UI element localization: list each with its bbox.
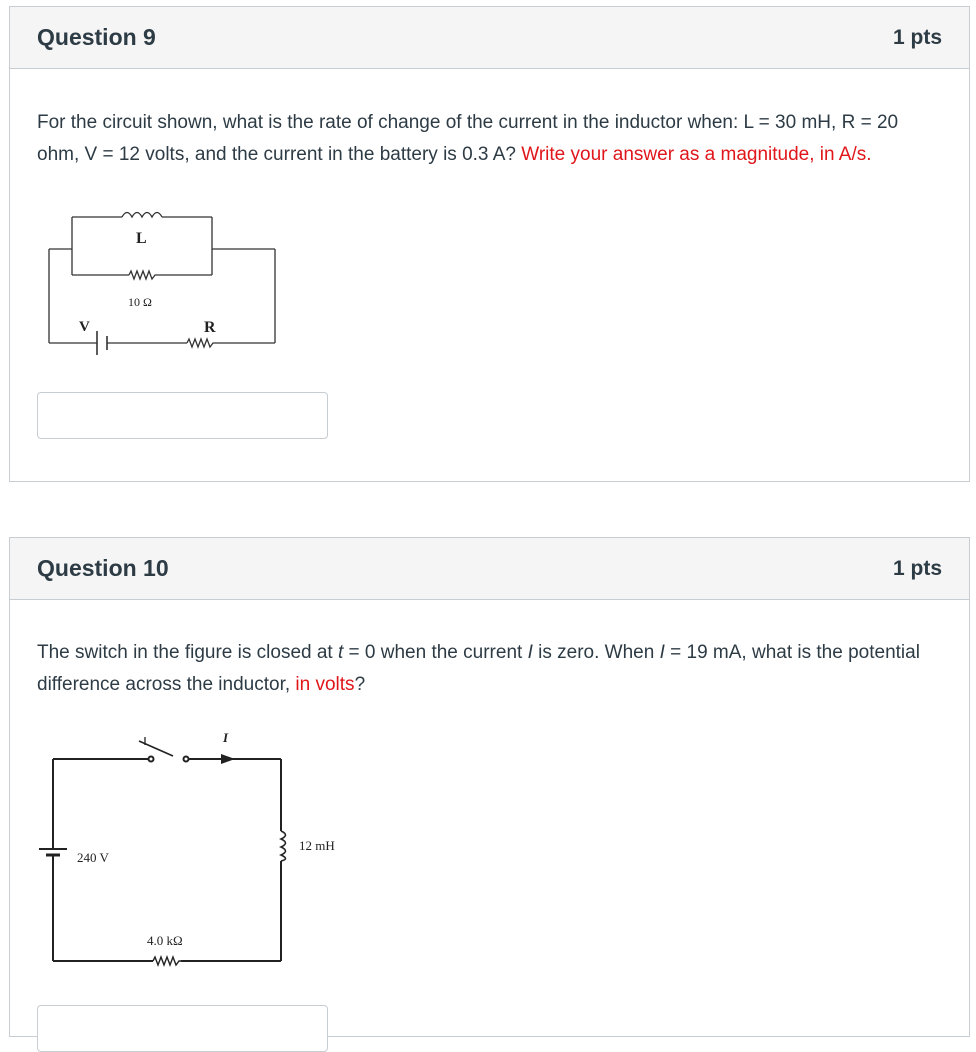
switch-lever — [139, 741, 173, 756]
current-arrow — [221, 754, 235, 764]
question-10-points: 1 pts — [892, 557, 942, 580]
question-10-text-end: ? — [354, 673, 366, 695]
question-9-answer-input[interactable] — [37, 392, 328, 439]
question-10-var-t: t — [337, 642, 344, 663]
question-10-text-highlight: in volts — [295, 673, 355, 695]
current-label: I — [223, 730, 229, 745]
question-10-var-i1: I — [527, 642, 533, 663]
battery-label: V — [79, 319, 90, 335]
resistor-r-label: R — [204, 319, 216, 336]
question-10-text — [37, 637, 942, 700]
resistor-r — [187, 339, 215, 347]
question-10-text-part3: is zero. When — [532, 642, 660, 663]
question-9-header — [10, 7, 969, 69]
inductor-label: L — [136, 230, 147, 247]
question-9-title: Question 9 — [37, 24, 156, 50]
question-10-answer-input[interactable] — [37, 1005, 328, 1052]
question-10-text-part4: = 19 mA, what is the potential difference across the inductor, — [37, 642, 920, 695]
question-9-text-main: For the circuit shown, what is the rate of change of the current in the inductor when: L = 30 mH, R = 20 ohm, V = 12 volts, and the current in the battery is 0.3 A? — [37, 112, 899, 165]
switch-pivot — [149, 757, 154, 762]
question-9-circuit-figure — [37, 203, 287, 363]
question-10-var-i2: I — [659, 642, 665, 663]
question-9-points: 1 pts — [892, 26, 942, 49]
question-10-text-part1: The switch in the figure is closed at — [37, 642, 338, 663]
resistor-4k — [153, 957, 181, 965]
question-9-text-highlight: Write your answer as a magnitude, in A/s. — [521, 143, 872, 165]
inductor-coil — [281, 831, 286, 861]
resistor-label: 4.0 kΩ — [147, 933, 183, 948]
question-10-text-part2: = 0 when the current — [343, 642, 528, 663]
question-10-header — [10, 538, 969, 600]
battery-label: 240 V — [77, 850, 109, 865]
question-9-text — [37, 107, 942, 170]
question-10-circuit-figure — [37, 723, 357, 973]
question-10-title: Question 10 — [37, 555, 169, 581]
inductor-coil — [122, 213, 162, 218]
inductor-label: 12 mH — [299, 838, 335, 853]
question-10-card — [9, 537, 970, 1037]
switch-contact — [184, 757, 189, 762]
resistor-10-ohm — [129, 271, 157, 279]
question-9-card — [9, 6, 970, 482]
resistor-10-ohm-label: 10 Ω — [128, 295, 152, 309]
